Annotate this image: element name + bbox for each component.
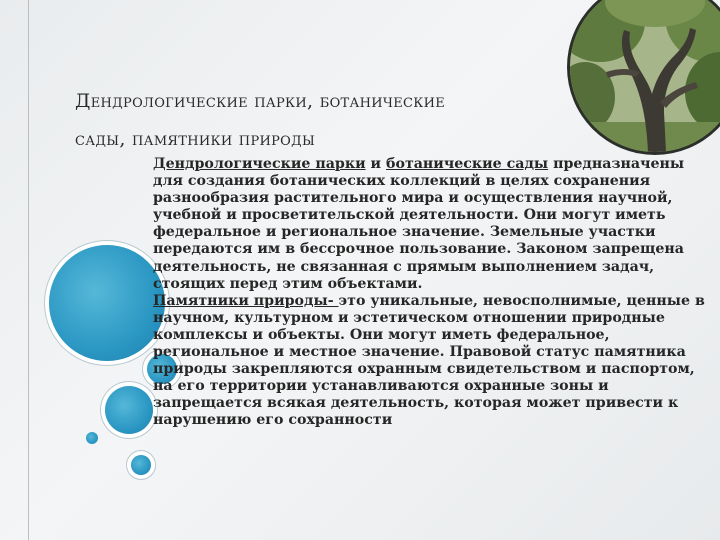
decorative-circle-tiny [131, 455, 151, 475]
paragraph-nature-monuments [153, 293, 713, 430]
paragraph-text: предназначены для создания ботанических коллекций в целях сохранения разнообразия растительного мира и осуществления научной, учебной и просветительской деятельности. Они могут иметь федеральное и региональное значение. Земельные участки передаются им в бессрочное пользование. Законом запрещена деятельность, не связанная с прямым выполнением задач, стоящих перед этим объектами. [153, 156, 685, 292]
left-border-line [28, 0, 29, 540]
decorative-circle-medium [105, 386, 153, 434]
paragraph-text: это уникальные, невосполнимые, ценные в научном, культурном и эстетическом отношении природные комплексы и объекты. Они могут иметь федеральное, региональное и местное значение. Правовой статус памятника природы закрепляются охранным свидетельством и паспортом, на его территории устанавливаются охранные зоны и запрещается всякая деятельность, которая может привести к нарушению его сохранности [153, 292, 705, 429]
term-dendro-parks: Дендрологические парки [153, 156, 366, 172]
title-line-1: Дендрологические парки, ботанические [75, 90, 446, 112]
slide-body [153, 156, 713, 430]
conjunction: и [365, 156, 387, 172]
slide-title [75, 82, 595, 158]
paragraph-dendro-parks [153, 156, 713, 293]
term-botanical-gardens: ботанические сады [386, 156, 549, 172]
title-line-2: сады, памятники природы [75, 128, 316, 150]
term-nature-monuments: Памятники природы- [153, 292, 339, 309]
decorative-dot [86, 432, 98, 444]
decorative-circle-large [49, 245, 165, 361]
